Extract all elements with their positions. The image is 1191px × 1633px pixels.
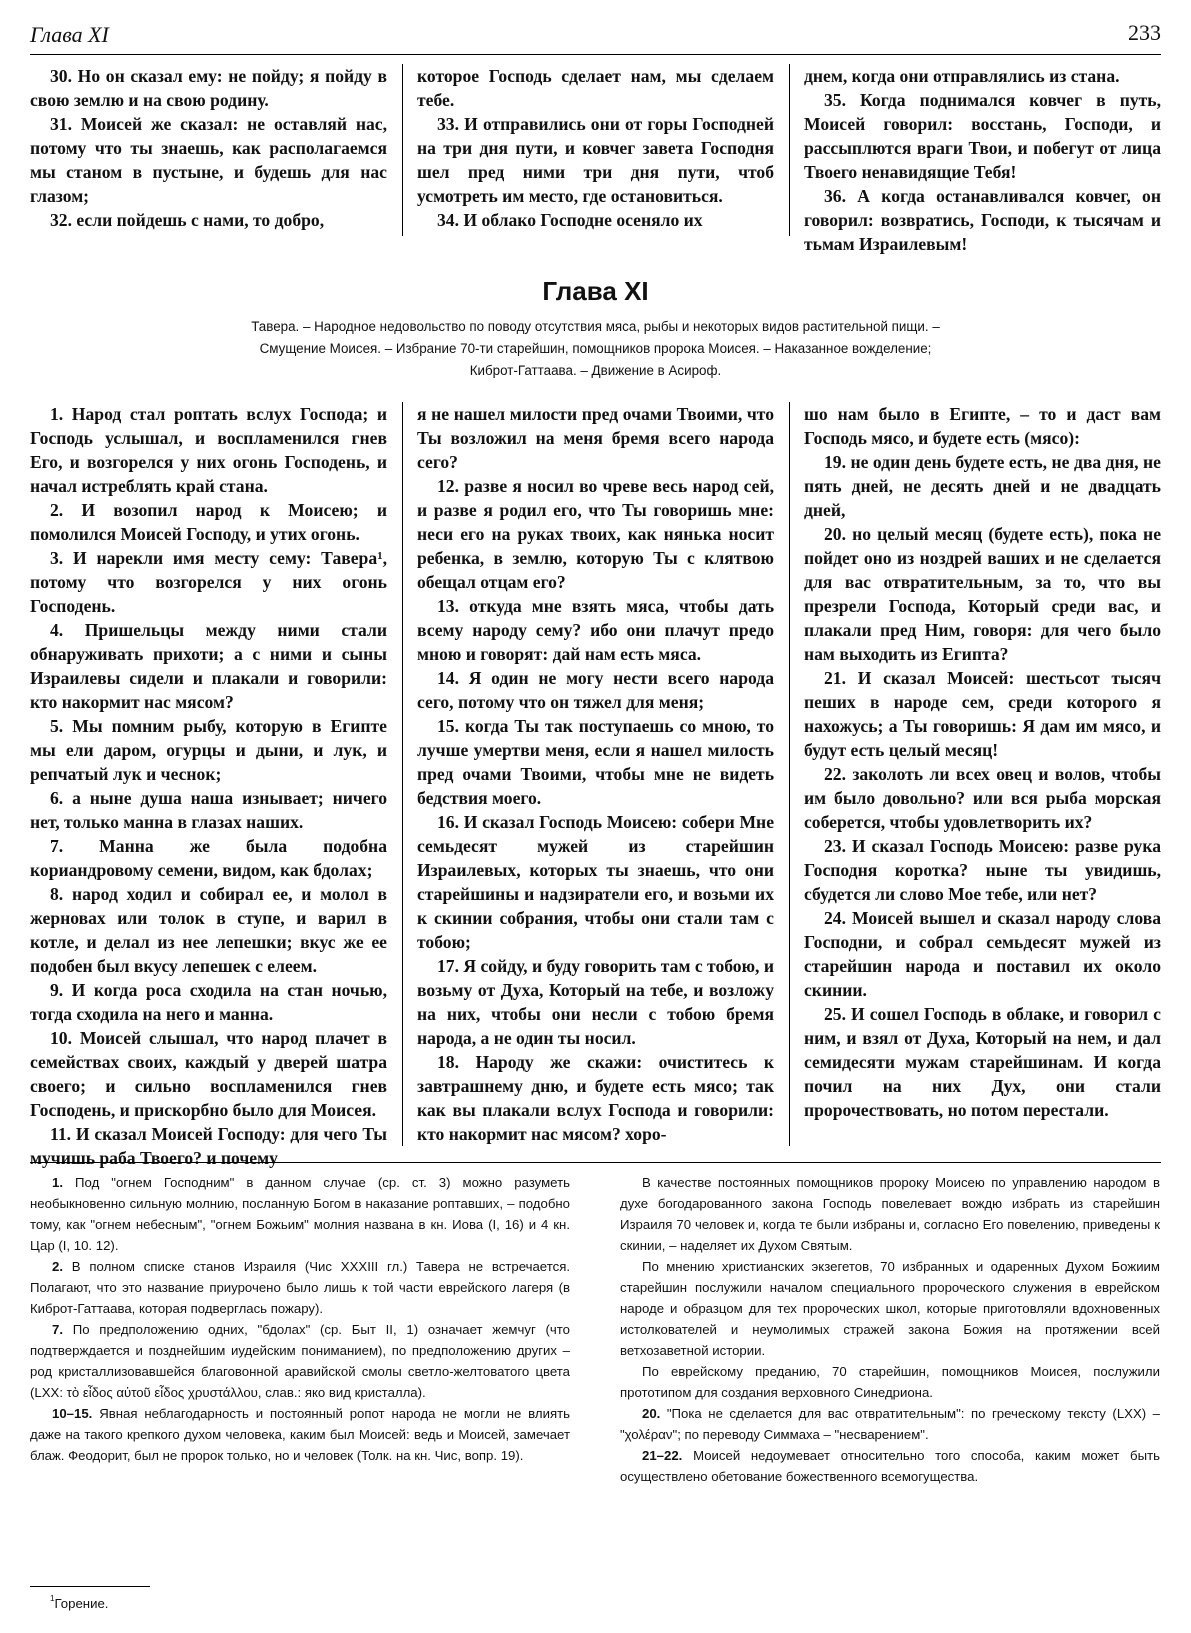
- verse: 10. Моисей слышал, что народ плачет в семействах своих, каждый у дверей шатра своего; и сильно воспламенился гнев Господень, и прискорбно было для Моисея.: [30, 1028, 387, 1120]
- column-divider: [789, 402, 790, 1146]
- text-column-3: [804, 402, 1161, 1122]
- verse: 25. И сошел Господь в облаке, и говорил с ним, и взял от Духа, Который на нем, и дал семидесяти мужам старейшинам. И когда почил на них Дух, они стали пророчествовать, но потом перестали.: [804, 1004, 1161, 1120]
- verse: 16. И сказал Господь Моисею: собери Мне семьдесят мужей из старейшин Израилевых, которых ты знаешь, что они старейшины и надзиратели его, и возьми их к скинии собрания, чтобы они стали там с тобою;: [417, 812, 774, 952]
- verse: 13. откуда мне взять мяса, чтобы дать всему народу сему? ибо они плачут предо мною и говорят: дай нам есть мяса.: [417, 596, 774, 664]
- verse: 31. Моисей же сказал: не оставляй нас, потому что ты знаешь, как располагаемся мы станом в пустыне, и будешь для нас глазом;: [30, 114, 387, 206]
- verse: 34. И облако Господне осеняло их: [437, 210, 703, 230]
- verse: 19. не один день будете есть, не два дня, не пять дней, не десять дней и не двадцать дней,: [804, 452, 1161, 520]
- verse: 11. И сказал Моисей Господу: для чего Ты мучишь раба Твоего? и почему: [30, 1124, 387, 1168]
- note-label: 10–15.: [52, 1406, 93, 1421]
- notes-rule: [30, 1162, 1161, 1163]
- verse: 21. И сказал Моисей: шестьсот тысяч пеших в народе сем, среди которого я нахожусь; а Ты говоришь: Я дам им мясо, и будут есть целый месяц!: [804, 668, 1161, 760]
- verse: 1. Народ стал роптать вслух Господа; и Господь услышал, и воспламенился гнев Его, и возгорелся у них огонь Господень, и начал истреблять край стана.: [30, 404, 387, 496]
- footnote-mark: 1: [50, 1594, 55, 1603]
- note-label: 21–22.: [642, 1448, 683, 1463]
- commentary-note: [30, 1403, 570, 1466]
- commentary-note: [620, 1403, 1160, 1445]
- note-text: Явная неблагодарность и постоянный ропот народа не могли не влиять даже на такого крепкого духом человека, каким был Моисей: ведь и Моисей, замечает блаж. Феодорит, был не пророк только, но и человек (Толк. на кн. Чис, вопр. 19).: [30, 1406, 570, 1463]
- commentary-column-1: [30, 1172, 570, 1466]
- summary-line: Смущение Моисея. – Избрание 70-ти старейшин, помощников пророка Моисея. – Наказанное вожделение;: [259, 341, 932, 356]
- commentary-note: [620, 1361, 1160, 1403]
- column-divider: [402, 402, 403, 1146]
- commentary-note: [620, 1256, 1160, 1361]
- note-label: 1.: [52, 1175, 63, 1190]
- verse: 14. Я один не могу нести всего народа сего, потому что он тяжел для меня;: [417, 668, 774, 712]
- verse: 32. если пойдешь с нами, то добро,: [50, 210, 325, 230]
- note-label: 7.: [52, 1322, 63, 1337]
- verse: 30. Но он сказал ему: не пойду; я пойду в свою землю и на свою родину.: [30, 66, 387, 110]
- verse: 15. когда Ты так поступаешь со мною, то лучше умертви меня, если я нашел милость пред очами Твоими, чтобы мне не видеть бедствия моего.: [417, 716, 774, 808]
- verse: которое Господь сделает нам, мы сделаем тебе.: [417, 66, 774, 110]
- verse: 33. И отправились они от горы Господней на три дня пути, и ковчег завета Господня шел пред ними три дня пути, чтоб усмотреть им место, где остановиться.: [417, 114, 774, 206]
- verse: 35. Когда поднимался ковчег в путь, Моисей говорил: восстань, Господи, и рассыплются враги Твои, и побегут от лица Твоего ненавидящие Тебя!: [804, 90, 1161, 182]
- note-text: Моисей недоумевает относительно того способа, каким может быть осуществлено обетование божественного всемогущества.: [620, 1448, 1160, 1484]
- note-label: 20.: [642, 1406, 661, 1421]
- verse: 7. Манна же была подобна кориандровому семени, видом, как бдолах;: [30, 836, 387, 880]
- commentary: [30, 1172, 1161, 1512]
- text-column-2: [417, 402, 774, 1146]
- commentary-note: [620, 1445, 1160, 1487]
- chapter-text: [30, 402, 1161, 1168]
- note-text: Под "огнем Господним" в данном случае (ср. ст. 3) можно разуметь необыкновенно сильную молнию, посланную Богом в наказание роптавших, – подобно тому, как "огнем небесным", "огнем Божьим" молния названа в кн. Иова (I, 16) и 4 кн. Цар (I, 10. 12).: [30, 1175, 570, 1253]
- verse: шо нам было в Египте, – то и даст вам Господь мясо, и будете есть (мясо):: [804, 404, 1161, 448]
- verse: 20. но целый месяц (будете есть), пока не пойдет оно из ноздрей ваших и не сделается для вас отвратительным, за то, что вы презрели Господа, Который среди вас, и плакали пред Ним, говоря: для чего было нам выходить из Египта?: [804, 524, 1161, 664]
- verse: 9. И когда роса сходила на стан ночью, тогда сходила на него и манна.: [30, 980, 387, 1024]
- note-text: "Пока не сделается для вас отвратительным": по греческому тексту (LXX) – "χολέραν"; по переводу Симмаха – "несварением".: [620, 1406, 1160, 1442]
- commentary-column-2: [620, 1172, 1160, 1487]
- verse: 5. Мы помним рыбу, которую в Египте мы ели даром, огурцы и дыни, и лук, и репчатый лук и чеснок;: [30, 716, 387, 784]
- note-text: По еврейскому преданию, 70 старейшин, помощников Моисея, послужили прототипом для создания верховного Синедриона.: [620, 1364, 1160, 1400]
- verse: 22. заколоть ли всех овец и волов, чтобы им было довольно? или вся рыба морская соберется, чтобы удовлетворить их?: [804, 764, 1161, 832]
- commentary-note: [30, 1319, 570, 1403]
- summary-line: Киброт-Гаттаава. – Движение в Асироф.: [469, 363, 722, 378]
- running-head-chapter: Глава XI: [30, 22, 109, 47]
- footnote-rule: [30, 1586, 150, 1587]
- text-column-3: [804, 64, 1161, 256]
- verse: 24. Моисей вышел и сказал народу слова Господни, и собрал семьдесят мужей из старейшин народа и поставил их около скинии.: [804, 908, 1161, 1000]
- chapter-title: Глава XI: [542, 276, 649, 306]
- running-head: [30, 18, 1161, 50]
- verse: 18. Народу же скажи: очиститесь к завтрашнему дню, и будете есть мясо; так как вы плакали вслух Господа и говорили: кто накормит нас мясом? хоро-: [417, 1052, 774, 1144]
- footnote-text: Горение.: [54, 1596, 109, 1611]
- verse: 6. а ныне душа наша изнывает; ничего нет, только манна в глазах наших.: [30, 788, 387, 832]
- note-text: По предположению одних, "бдолах" (ср. Быт II, 1) означает жемчуг (что подтверждается и позднейшим иудейским пониманием), по предположению других – род кристаллизовавшейся благовонной аравийской смолы светло-желтоватого цвета (LXX: τὸ εἶδος αὐτοῦ εἶδος χρυστάλλου, слав.: яко вид кристалла).: [30, 1322, 570, 1400]
- note-text: По мнению христианских экзегетов, 70 избранных и одаренных Духом Божиим старейшин послужили началом специального пророческого служения в еврейском народе и образцом для тех пророческих школ, которые приготовляли вдохновенных истолкователей и неумолимых стражей закона Божия на протяжении всей ветхозаветной истории.: [620, 1259, 1160, 1358]
- note-label: 2.: [52, 1259, 63, 1274]
- column-divider: [789, 64, 790, 236]
- page-number: 233: [1128, 20, 1161, 45]
- text-column-2: [417, 64, 774, 232]
- chapter-summary: [150, 316, 1041, 382]
- note-text: В полном списке станов Израиля (Чис XXXIII гл.) Тавера не встречается. Полагают, что это название приурочено было лишь к той части еврейского лагеря (в Киброт-Гаттаава, которая подверглась пожару).: [30, 1259, 570, 1316]
- previous-chapter-end: [30, 64, 1161, 254]
- verse: днем, когда они отправлялись из стана.: [804, 66, 1120, 86]
- footnote: [50, 1596, 108, 1611]
- note-text: В качестве постоянных помощников пророку Моисею по управлению народом в духе богодарованного закона Господь повелевает вождю избрать из старейшин Израиля 70 человек и, когда те были избраны и, согласно Его повелению, приведены к скинии, – наделяет их Духом Святым.: [620, 1175, 1160, 1253]
- commentary-note: [30, 1256, 570, 1319]
- verse: 8. народ ходил и собирал ее, и молол в жерновах или толок в ступе, и варил в котле, и делал из нее лепешки; вкус же ее подобен был вкусу лепешек с елеем.: [30, 884, 387, 976]
- verse: 23. И сказал Господь Моисею: разве рука Господня коротка? ныне ты увидишь, сбудется ли слово Мое тебе, или нет?: [804, 836, 1161, 904]
- column-divider: [402, 64, 403, 236]
- footnote-marker: 1: [377, 550, 383, 562]
- commentary-note: [30, 1172, 570, 1256]
- summary-line: Тавера. – Народное недовольство по поводу отсутствия мяса, рыбы и некоторых видов растительной пищи. –: [251, 319, 940, 334]
- verse: 3. И нарекли имя месту сему: Тавера$^1$, потому что возгорелся у них огонь Господень.: [30, 548, 387, 616]
- text-column-1: [30, 64, 387, 232]
- verse: 17. Я сойду, и буду говорить там с тобою, и возьму от Духа, Который на тебе, и возложу на них, чтобы они несли с тобою бремя народа, а не один ты носил.: [417, 956, 774, 1048]
- verse: 2. И возопил народ к Моисею; и помолился Моисей Господу, и утих огонь.: [30, 500, 387, 544]
- verse: 36. А когда останавливался ковчег, он говорил: возвратись, Господи, к тысячам и тьмам Израилевым!: [804, 186, 1161, 254]
- header-rule: [30, 54, 1161, 55]
- verse: 12. разве я носил во чреве весь народ сей, и разве я родил его, что Ты говоришь мне: неси его на руках твоих, как нянька носит ребенка, в землю, которую Ты с клятвою обещал отцам его?: [417, 476, 774, 592]
- commentary-note: [620, 1172, 1160, 1256]
- verse: 4. Пришельцы между ними стали обнаруживать прихоти; а с ними и сыны Израилевы сидели и плакали и говорили: кто накормит нас мясом?: [30, 620, 387, 712]
- verse: я не нашел милости пред очами Твоими, что Ты возложил на меня бремя всего народа сего?: [417, 404, 774, 472]
- text-column-1: [30, 402, 387, 1170]
